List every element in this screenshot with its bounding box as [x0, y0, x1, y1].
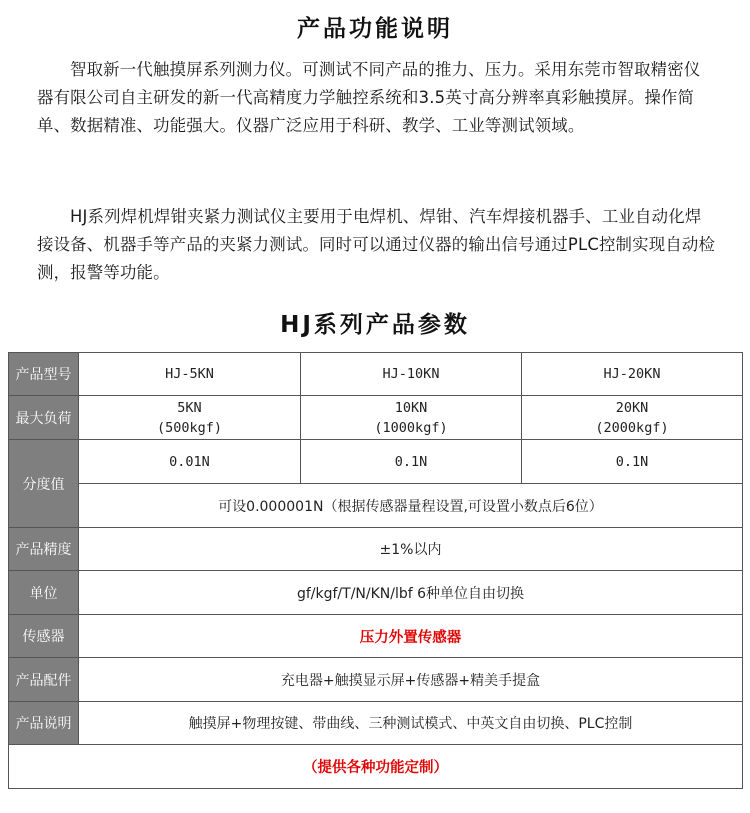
section-title-features: 产品功能说明	[297, 16, 453, 42]
section-title-parameters: HJ系列产品参数	[280, 312, 470, 338]
sensor-value: 压力外置传感器	[79, 615, 743, 658]
resolution-value: 0.1N	[301, 440, 522, 484]
max-load-value	[301, 396, 522, 440]
unit-value: gf/kgf/T/N/KN/lbf 6种单位自由切换	[79, 571, 743, 615]
label-max-load: 最大负荷	[9, 396, 79, 440]
label-resolution: 分度值	[9, 440, 79, 528]
model-value: HJ-10KN	[301, 353, 522, 396]
row-footer	[9, 745, 743, 789]
accuracy-value: ±1%以内	[79, 528, 743, 571]
customization-note: （提供各种功能定制）	[9, 745, 743, 789]
label-model: 产品型号	[9, 353, 79, 396]
row-resolution-note	[9, 484, 743, 528]
row-resolution	[9, 440, 743, 484]
max-load-value	[522, 396, 743, 440]
model-value: HJ-20KN	[522, 353, 743, 396]
row-max-load	[9, 396, 743, 440]
intro-paragraph: 智取新一代触摸屏系列测力仪。可测试不同产品的推力、压力。采用东莞市智取精密仪器有限公司自主研发的新一代高精度力学触控系统和3.5英寸高分辨率真彩触摸屏。操作简单、数据精准、功能强大。仪器广泛应用于科研、教学、工业等测试领域。	[37, 60, 701, 135]
max-load-sub: (500kgf)	[156, 419, 223, 436]
description-value: 触摸屏+物理按键、带曲线、三种测试模式、中英文自由切换、PLC控制	[79, 702, 743, 745]
row-accessories	[9, 658, 743, 702]
label-accessories: 产品配件	[9, 658, 79, 702]
model-value: HJ-5KN	[79, 353, 301, 396]
label-accuracy: 产品精度	[9, 528, 79, 571]
max-load-value	[79, 396, 301, 440]
row-description	[9, 702, 743, 745]
row-sensor	[9, 615, 743, 658]
accessories-value: 充电器+触摸显示屏+传感器+精美手提盒	[79, 658, 743, 702]
max-load-main: 5KN	[177, 399, 202, 416]
resolution-note: 可设0.000001N（根据传感器量程设置,可设置小数点后6位）	[79, 484, 743, 528]
resolution-value: 0.1N	[522, 440, 743, 484]
label-description: 产品说明	[9, 702, 79, 745]
label-unit: 单位	[9, 571, 79, 615]
max-load-main: 20KN	[615, 399, 649, 416]
max-load-main: 10KN	[394, 399, 428, 416]
max-load-sub: (2000kgf)	[595, 419, 669, 436]
resolution-value: 0.01N	[79, 440, 301, 484]
label-sensor: 传感器	[9, 615, 79, 658]
row-accuracy	[9, 528, 743, 571]
max-load-sub: (1000kgf)	[374, 419, 448, 436]
row-model	[9, 353, 743, 396]
application-paragraph: HJ系列焊机焊钳夹紧力测试仪主要用于电焊机、焊钳、汽车焊接机器手、工业自动化焊接设备、机器手等产品的夹紧力测试。同时可以通过仪器的输出信号通过PLC控制实现自动检测，报警等功能。	[37, 207, 716, 282]
row-unit	[9, 571, 743, 615]
spec-table	[8, 352, 743, 789]
